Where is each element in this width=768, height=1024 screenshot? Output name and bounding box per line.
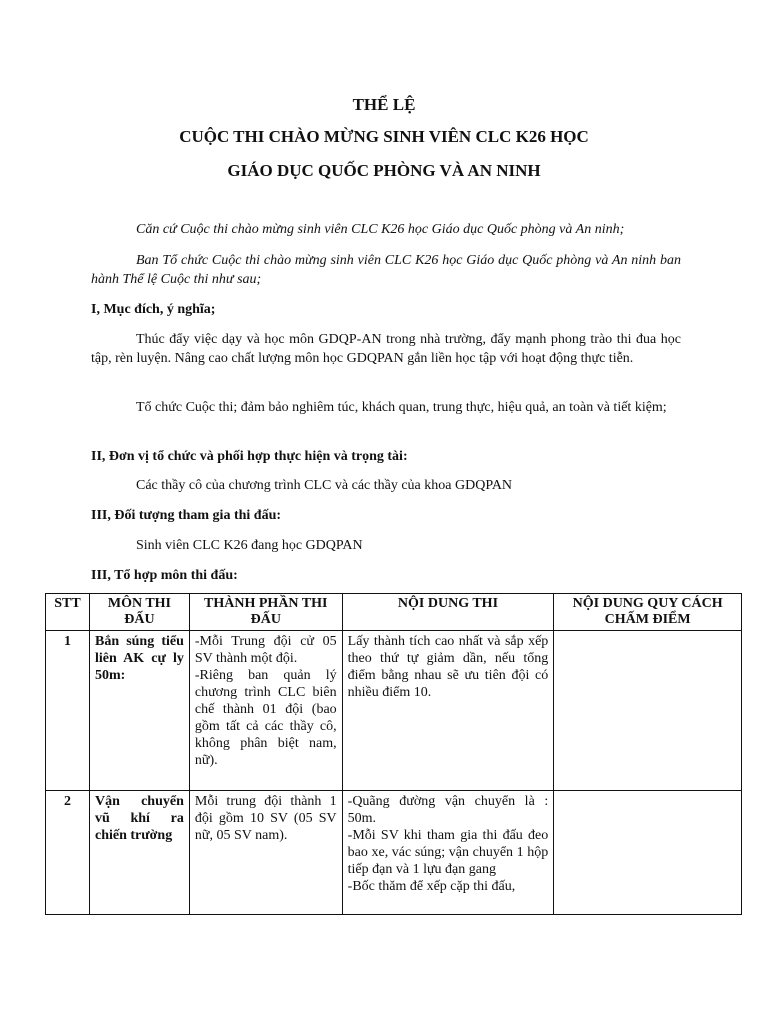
row-noi-dung-thi	[342, 631, 554, 791]
header-noi-dung-thi: NỘI DUNG THI	[342, 594, 554, 631]
section-3-heading: III, Đối tượng tham gia thi đấu:	[91, 508, 282, 523]
row-mon-thi-dau: Bắn súng tiểu liên AK cự ly 50m:	[89, 631, 189, 791]
doc-subtitle-line1: CUỘC THI CHÀO MỪNG SINH VIÊN CLC K26 HỌC	[179, 127, 589, 146]
row-thanh-phan	[189, 791, 342, 915]
thanh-phan-line: Mỗi trung đội thành 1 đội gồm 10 SV (05 SV nữ, 05 SV nam).	[194, 794, 337, 843]
table-row	[46, 631, 742, 791]
noi-dung-line: -Quãng đường vận chuyển là : 50m.	[347, 794, 549, 826]
doc-title: THỂ LỆ	[352, 95, 416, 114]
section-3-paragraph: Sinh viên CLC K26 đang học GDQPAN	[136, 538, 363, 553]
header-quy-cach: NỘI DUNG QUY CÁCH CHẤM ĐIỂM	[554, 594, 742, 631]
section-1-paragraph-1: Thúc đẩy việc dạy và học môn GDQP-AN trong nhà trường, đẩy mạnh phong trào thi đua học tập, rèn luyện. Nâng cao chất lượng môn học GDQPAN gắn liền học tập với hoạt động thực tiễn.	[91, 332, 681, 366]
section-1-heading: I, Mục đích, ý nghĩa;	[91, 302, 216, 317]
header-mon-thi-dau: MÔN THI ĐẤU	[89, 594, 189, 631]
table-header-row	[46, 594, 742, 631]
section-2-paragraph: Các thầy cô của chương trình CLC và các thầy của khoa GDQPAN	[136, 478, 513, 493]
competition-table	[45, 593, 742, 915]
section-2-heading: II, Đơn vị tổ chức và phối hợp thực hiện và trọng tài:	[91, 449, 408, 464]
section-1-paragraph-2: Tổ chức Cuộc thi; đảm bảo nghiêm túc, khách quan, trung thực, hiệu quả, an toàn và tiết kiệm;	[136, 400, 667, 415]
section-4-heading: III, Tổ hợp môn thi đấu:	[91, 568, 238, 583]
header-stt: STT	[46, 594, 90, 631]
row-quy-cach	[554, 631, 742, 791]
intro-paragraph-1: Căn cứ Cuộc thi chào mừng sinh viên CLC K26 học Giáo dục Quốc phòng và An ninh;	[136, 222, 625, 237]
row-stt: 1	[46, 631, 90, 791]
row-mon-thi-dau: Vận chuyển vũ khí ra chiến trường	[89, 791, 189, 915]
thanh-phan-line: -Mỗi Trung đội cử 05 SV thành một đội.	[194, 634, 337, 666]
intro-paragraph-2: Ban Tổ chức Cuộc thi chào mừng sinh viên CLC K26 học Giáo dục Quốc phòng và An ninh ban hành Thể lệ Cuộc thi như sau;	[91, 253, 681, 287]
row-stt: 2	[46, 791, 90, 915]
table-row	[46, 791, 742, 915]
header-thanh-phan: THÀNH PHẦN THI ĐẤU	[189, 594, 342, 631]
noi-dung-line: -Bốc thăm để xếp cặp thi đấu,	[347, 879, 516, 894]
row-noi-dung-thi	[342, 791, 554, 915]
row-quy-cach	[554, 791, 742, 915]
row-thanh-phan	[189, 631, 342, 791]
noi-dung-line: Lấy thành tích cao nhất và sắp xếp theo thứ tự giảm dần, nếu tổng điểm bằng nhau sẽ ưu tiên đội có nhiều điểm 10.	[347, 634, 549, 700]
thanh-phan-line: -Riêng ban quản lý chương trình CLC biên chế thành 01 đội (bao gồm tất cả các thầy cô, không phân biệt nam, nữ).	[194, 668, 337, 768]
doc-subtitle-line2: GIÁO DỤC QUỐC PHÒNG VÀ AN NINH	[227, 161, 541, 180]
noi-dung-line: -Mỗi SV khi tham gia thi đấu đeo bao xe, vác súng; vận chuyển 1 hộp tiếp đạn và 1 lựu đạn gang	[347, 828, 549, 877]
